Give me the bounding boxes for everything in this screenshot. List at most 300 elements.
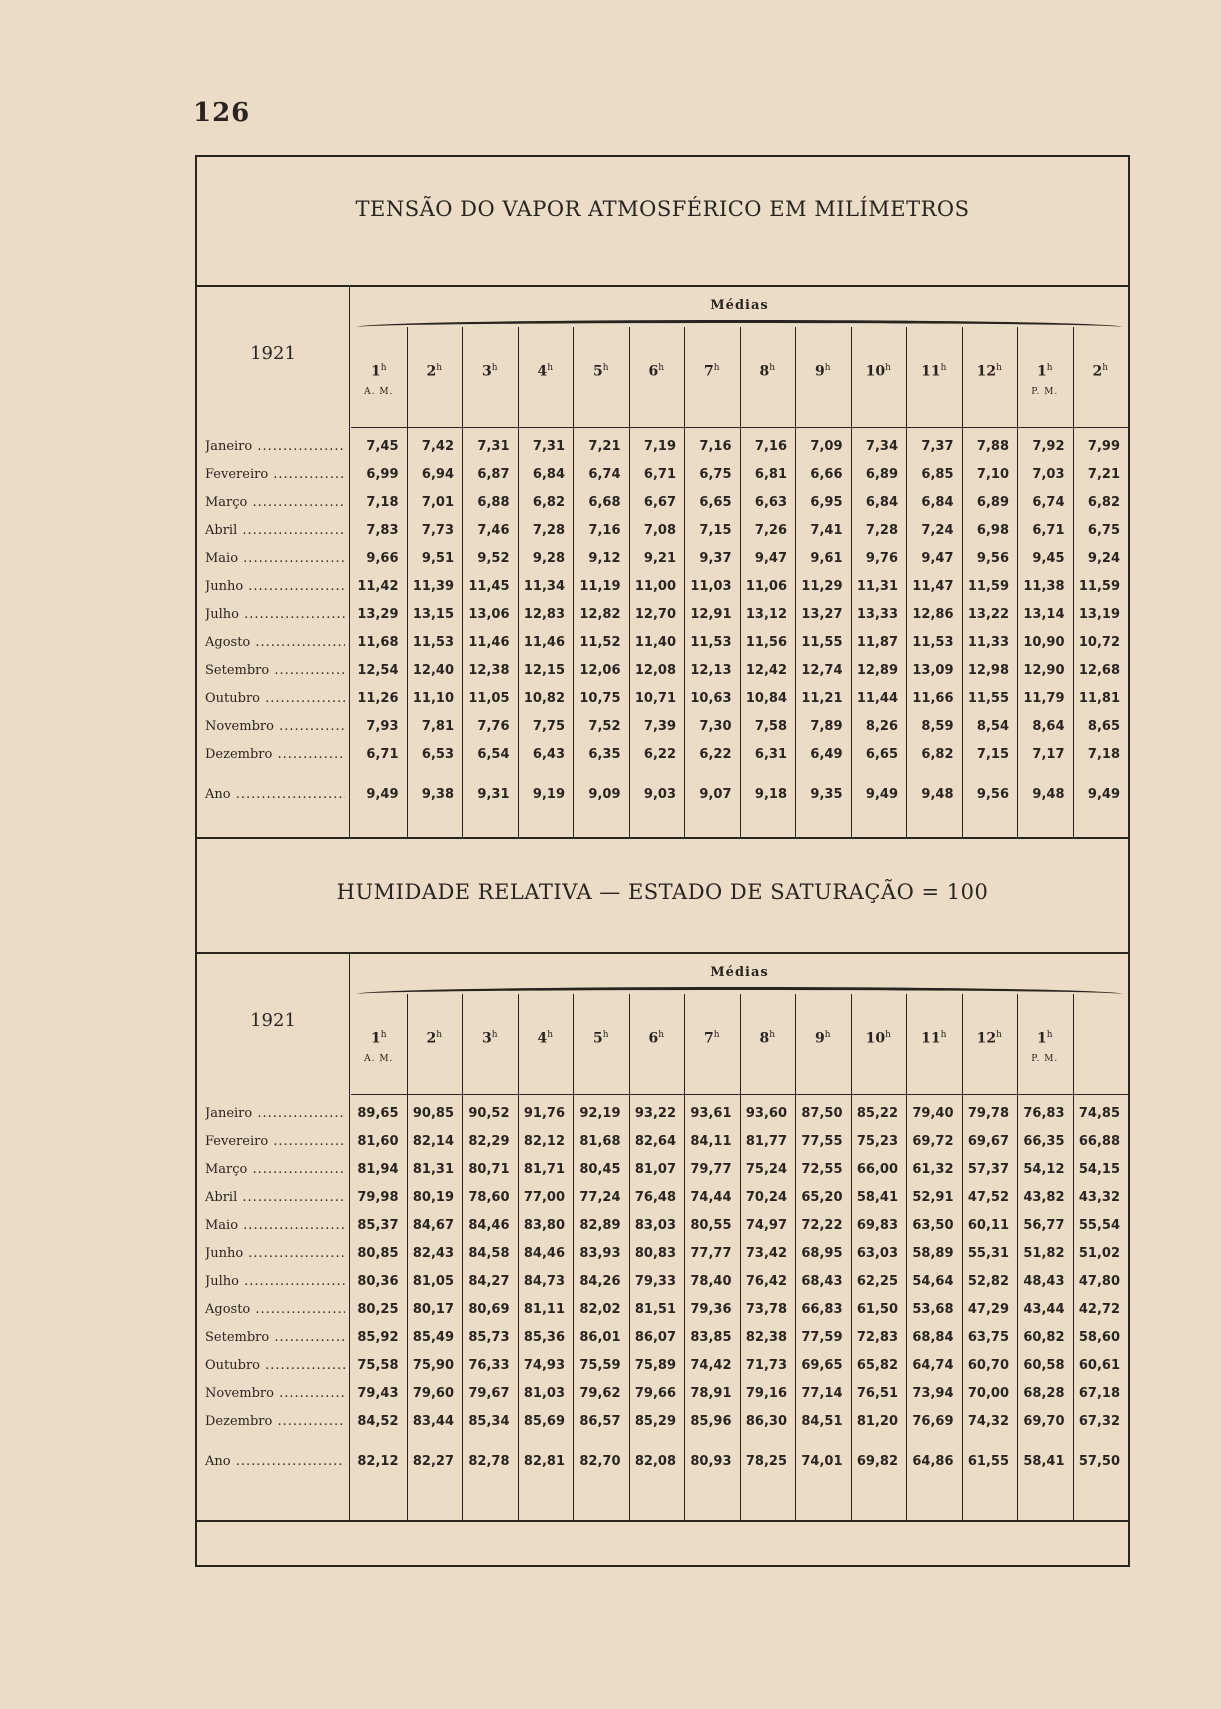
table-cell: 58,60 (1078, 1330, 1120, 1345)
table-cell: 84,52 (357, 1414, 399, 1429)
table-cell: 9,52 (477, 551, 510, 566)
header-rule (351, 1094, 1128, 1095)
table-cell: 9,38 (421, 787, 454, 802)
table-cell: 71,73 (745, 1358, 787, 1373)
table-cell: 81,71 (523, 1162, 565, 1177)
table-cell: 12,68 (1078, 663, 1120, 678)
table-cell: 61,50 (856, 1302, 898, 1317)
table-cell: 6,82 (921, 747, 954, 762)
row-label: Agosto ..... (205, 635, 345, 650)
table-cell: 6,98 (976, 523, 1009, 538)
hour-suffix: h (769, 363, 776, 373)
table-cell: 85,96 (690, 1414, 732, 1429)
hour-suffix: h (491, 1030, 498, 1040)
bottom-rule (197, 1520, 1128, 1522)
table-cell: 58,41 (856, 1190, 898, 1205)
table-cell: 7,09 (810, 439, 843, 454)
table-cell: 69,67 (967, 1134, 1009, 1149)
table-cell: 79,16 (745, 1386, 787, 1401)
table-cell: 6,71 (1032, 523, 1065, 538)
table-cell: 7,99 (1087, 439, 1120, 454)
table-cell: 66,88 (1078, 1134, 1120, 1149)
table-cell: 47,80 (1078, 1274, 1120, 1289)
table-cell: 79,60 (412, 1386, 454, 1401)
table-cell: 11,79 (1023, 691, 1065, 706)
hour-header: 11$^h$ (921, 1030, 947, 1047)
table-cell: 84,46 (523, 1246, 565, 1261)
table-cell: 7,15 (699, 523, 732, 538)
table-cell: 11,00 (634, 579, 676, 594)
hour-suffix: h (380, 363, 387, 373)
table-cell: 11,10 (412, 691, 454, 706)
table-cell: 74,42 (690, 1358, 732, 1373)
table-cell: 7,89 (810, 719, 843, 734)
hour-suffix: h (547, 1030, 554, 1040)
row-label: Julho ..... (205, 607, 345, 622)
year-label: 1921 (250, 343, 296, 364)
table-cell: 11,53 (412, 635, 454, 650)
table-cell: 9,56 (976, 787, 1009, 802)
table-cell: 52,82 (967, 1274, 1009, 1289)
table-cell: 11,31 (856, 579, 898, 594)
table-cell: 63,75 (967, 1330, 1009, 1345)
table-cell: 6,87 (477, 467, 510, 482)
table-cell: 12,13 (690, 663, 732, 678)
table-cell: 82,02 (579, 1302, 621, 1317)
table-cell: 7,45 (366, 439, 399, 454)
table-cell: 82,12 (523, 1134, 565, 1149)
table-cell: 81,03 (523, 1386, 565, 1401)
table-cell: 80,71 (468, 1162, 510, 1177)
table-cell: 7,81 (421, 719, 454, 734)
table-cell: 80,19 (412, 1190, 454, 1205)
table-cell: 7,21 (1087, 467, 1120, 482)
table-cell: 84,58 (468, 1246, 510, 1261)
table-cell: 6,84 (865, 495, 898, 510)
table-cell: 93,61 (690, 1106, 732, 1121)
am-label: A. M. (364, 387, 394, 397)
table-cell: 65,82 (856, 1358, 898, 1373)
table-cell: 12,15 (523, 663, 565, 678)
row-label: Março ..... (205, 495, 345, 510)
hour-header: 5$^h$ (592, 1030, 609, 1047)
table-cell: 68,84 (912, 1330, 954, 1345)
table-cell: 72,55 (801, 1162, 843, 1177)
table-cell: 11,06 (745, 579, 787, 594)
row-label: Abril ..... (205, 523, 345, 538)
table-cell: 12,89 (856, 663, 898, 678)
table-cell: 11,56 (745, 635, 787, 650)
table-cell: 57,37 (967, 1162, 1009, 1177)
table-cell: 74,85 (1078, 1106, 1120, 1121)
year-label: 1921 (250, 1010, 296, 1031)
table-cell: 7,19 (643, 439, 676, 454)
hour-suffix: h (1046, 1030, 1053, 1040)
table-cell: 85,34 (468, 1414, 510, 1429)
hour-header: 1$^h$ (1036, 363, 1053, 380)
table-cell: 12,40 (412, 663, 454, 678)
table-cell: 81,07 (634, 1162, 676, 1177)
table-cell: 7,28 (532, 523, 565, 538)
row-label: Março ..... (205, 1162, 345, 1177)
table-cell: 11,66 (912, 691, 954, 706)
hour-header: 6$^h$ (648, 1030, 665, 1047)
table-cell: 6,22 (699, 747, 732, 762)
table-cell: 12,83 (523, 607, 565, 622)
table-cell: 11,55 (801, 635, 843, 650)
table-cell: 13,19 (1078, 607, 1120, 622)
table-cell: 11,46 (468, 635, 510, 650)
year-column-separator (349, 952, 350, 1520)
table-cell: 85,92 (357, 1330, 399, 1345)
table-cell: 69,70 (1023, 1414, 1065, 1429)
table-cell: 79,78 (967, 1106, 1009, 1121)
table-cell: 6,53 (421, 747, 454, 762)
table-cell: 86,57 (579, 1414, 621, 1429)
table-cell: 6,65 (865, 747, 898, 762)
table-cell: 7,15 (976, 747, 1009, 762)
table-cell: 78,25 (745, 1454, 787, 1469)
hour-header: 2$^h$ (426, 363, 443, 380)
table-cell: 6,54 (477, 747, 510, 762)
table-cell: 56,77 (1023, 1218, 1065, 1233)
table-cell: 7,16 (754, 439, 787, 454)
table-cell: 93,22 (634, 1106, 676, 1121)
table-cell: 76,51 (856, 1386, 898, 1401)
hour-header: 9$^h$ (814, 363, 831, 380)
title-rule (197, 952, 1128, 954)
hour-header: 2$^h$ (426, 1030, 443, 1047)
table-cell: 81,20 (856, 1414, 898, 1429)
table-cell: 11,47 (912, 579, 954, 594)
table-cell: 82,70 (579, 1454, 621, 1469)
table-cell: 66,00 (856, 1162, 898, 1177)
table-cell: 9,48 (921, 787, 954, 802)
table-cell: 80,83 (634, 1246, 676, 1261)
table-cell: 11,59 (967, 579, 1009, 594)
table-cell: 7,83 (366, 523, 399, 538)
table-cell: 74,32 (967, 1414, 1009, 1429)
table-cell: 82,64 (634, 1134, 676, 1149)
table-cell: 7,21 (588, 439, 621, 454)
hour-suffix: h (885, 1030, 891, 1040)
table-cell: 74,44 (690, 1190, 732, 1205)
table-cell: 13,12 (745, 607, 787, 622)
table-cell: 7,16 (588, 523, 621, 538)
hour-header: 1$^h$ (370, 1030, 387, 1047)
table-cell: 12,91 (690, 607, 732, 622)
table-cell: 82,12 (357, 1454, 399, 1469)
table-cell: 82,27 (412, 1454, 454, 1469)
table-cell: 7,28 (865, 523, 898, 538)
table-cell: 13,09 (912, 663, 954, 678)
table-cell: 6,71 (366, 747, 399, 762)
table-cell: 84,73 (523, 1274, 565, 1289)
hour-suffix: h (940, 1030, 947, 1040)
table-cell: 73,78 (745, 1302, 787, 1317)
row-label: Abril ..... (205, 1190, 345, 1205)
hour-header: 3$^h$ (481, 1030, 498, 1047)
table-cell: 9,07 (699, 787, 732, 802)
table-cell: 7,10 (976, 467, 1009, 482)
table-cell: 65,20 (801, 1190, 843, 1205)
table-cell: 77,24 (579, 1190, 621, 1205)
row-label: Ano ..... (205, 787, 345, 802)
table-cell: 69,72 (912, 1134, 954, 1149)
table-cell: 60,58 (1023, 1358, 1065, 1373)
table-cell: 82,14 (412, 1134, 454, 1149)
table-cell: 74,97 (745, 1218, 787, 1233)
table-cell: 12,08 (634, 663, 676, 678)
hour-header: 6$^h$ (648, 363, 665, 380)
table-cell: 7,31 (532, 439, 565, 454)
table-cell: 47,29 (967, 1302, 1009, 1317)
table-cell: 87,50 (801, 1106, 843, 1121)
table-cell: 85,69 (523, 1414, 565, 1429)
row-label: Novembro ..... (205, 1386, 345, 1401)
table-cell: 12,38 (468, 663, 510, 678)
table-cell: 84,27 (468, 1274, 510, 1289)
table-cell: 7,31 (477, 439, 510, 454)
table-cell: 81,94 (357, 1162, 399, 1177)
hour-suffix: h (824, 1030, 831, 1040)
table-cell: 42,72 (1078, 1302, 1120, 1317)
table-cell: 7,18 (366, 495, 399, 510)
table-cell: 6,67 (643, 495, 676, 510)
table-cell: 69,83 (856, 1218, 898, 1233)
row-label: Janeiro ..... (205, 439, 345, 454)
table-cell: 83,85 (690, 1330, 732, 1345)
table-cell: 7,92 (1032, 439, 1065, 454)
hour-header: 8$^h$ (759, 363, 776, 380)
table-cell: 6,68 (588, 495, 621, 510)
table-cell: 11,40 (634, 635, 676, 650)
table-cell: 7,18 (1087, 747, 1120, 762)
table-cell: 43,32 (1078, 1190, 1120, 1205)
row-label: Setembro ..... (205, 663, 345, 678)
table-cell: 82,89 (579, 1218, 621, 1233)
table-cell: 6,94 (421, 467, 454, 482)
hour-suffix: h (658, 363, 665, 373)
table-cell: 79,62 (579, 1386, 621, 1401)
hour-header: 1$^h$ (370, 363, 387, 380)
table-cell: 7,24 (921, 523, 954, 538)
hour-suffix: h (436, 363, 443, 373)
row-label: Outubro ..... (205, 691, 345, 706)
row-label: Janeiro ..... (205, 1106, 345, 1121)
hour-header: 10$^h$ (865, 363, 891, 380)
table-cell: 7,52 (588, 719, 621, 734)
table-cell: 82,38 (745, 1330, 787, 1345)
row-label: Julho ..... (205, 1274, 345, 1289)
row-label: Dezembro ..... (205, 747, 345, 762)
hour-header: 4$^h$ (537, 1030, 554, 1047)
table-cell: 6,65 (699, 495, 732, 510)
table-cell: 6,95 (810, 495, 843, 510)
table-cell: 9,35 (810, 787, 843, 802)
row-label: Junho ..... (205, 1246, 345, 1261)
table-cell: 12,90 (1023, 663, 1065, 678)
table-cell: 8,59 (921, 719, 954, 734)
table-cell: 63,03 (856, 1246, 898, 1261)
table-cell: 6,89 (865, 467, 898, 482)
table-cell: 11,53 (912, 635, 954, 650)
table-cell: 6,81 (754, 467, 787, 482)
table-cell: 80,25 (357, 1302, 399, 1317)
table-cell: 6,84 (532, 467, 565, 482)
hour-header: 12$^h$ (976, 1030, 1002, 1047)
hour-header: 8$^h$ (759, 1030, 776, 1047)
hour-header: 1$^h$ (1036, 1030, 1053, 1047)
hour-header: 10$^h$ (865, 1030, 891, 1047)
hour-suffix: h (602, 363, 609, 373)
row-label: Setembro ..... (205, 1330, 345, 1345)
table-cell: 79,77 (690, 1162, 732, 1177)
table-cell: 81,77 (745, 1134, 787, 1149)
hour-header: 3$^h$ (481, 363, 498, 380)
table-cell: 12,82 (579, 607, 621, 622)
table-title: TENSÃO DO VAPOR ATMOSFÉRICO EM MILÍMETROS (355, 197, 970, 221)
table-cell: 79,33 (634, 1274, 676, 1289)
group-brace (357, 987, 1122, 994)
table-cell: 85,37 (357, 1218, 399, 1233)
table-cell: 75,59 (579, 1358, 621, 1373)
table-cell: 80,17 (412, 1302, 454, 1317)
table-cell: 12,98 (967, 663, 1009, 678)
table-cell: 6,63 (754, 495, 787, 510)
table-cell: 68,95 (801, 1246, 843, 1261)
table-cell: 77,59 (801, 1330, 843, 1345)
hour-suffix: h (713, 363, 720, 373)
hour-suffix: h (996, 1030, 1002, 1040)
tables-frame (195, 155, 1130, 1567)
table-cell: 83,03 (634, 1218, 676, 1233)
table-cell: 64,86 (912, 1454, 954, 1469)
table-cell: 13,22 (967, 607, 1009, 622)
table-cell: 7,37 (921, 439, 954, 454)
table-cell: 70,24 (745, 1190, 787, 1205)
table-cell: 76,33 (468, 1358, 510, 1373)
table-cell: 73,42 (745, 1246, 787, 1261)
table-cell: 51,82 (1023, 1246, 1065, 1261)
table-cell: 6,35 (588, 747, 621, 762)
hour-suffix: h (658, 1030, 665, 1040)
bottom-rule (197, 837, 1128, 839)
table-cell: 11,19 (579, 579, 621, 594)
table-cell: 13,15 (412, 607, 454, 622)
table-cell: 54,12 (1023, 1162, 1065, 1177)
table-cell: 81,68 (579, 1134, 621, 1149)
row-label: Ano ..... (205, 1454, 345, 1469)
table-cell: 7,30 (699, 719, 732, 734)
table-cell: 75,24 (745, 1162, 787, 1177)
hour-suffix: h (1046, 363, 1053, 373)
hour-suffix: h (824, 363, 831, 373)
row-label: Outubro ..... (205, 1358, 345, 1373)
table-cell: 6,22 (643, 747, 676, 762)
table-cell: 54,15 (1078, 1162, 1120, 1177)
table-cell: 82,08 (634, 1454, 676, 1469)
table-cell: 11,59 (1078, 579, 1120, 594)
table-cell: 9,49 (865, 787, 898, 802)
table-cell: 77,77 (690, 1246, 732, 1261)
hour-suffix: h (380, 1030, 387, 1040)
table-cell: 12,74 (801, 663, 843, 678)
table-cell: 75,58 (357, 1358, 399, 1373)
table-cell: 11,03 (690, 579, 732, 594)
table-cell: 11,46 (523, 635, 565, 650)
table-cell: 8,64 (1032, 719, 1065, 734)
table-cell: 7,42 (421, 439, 454, 454)
table-cell: 82,78 (468, 1454, 510, 1469)
table-cell: 78,40 (690, 1274, 732, 1289)
table-cell: 6,74 (1032, 495, 1065, 510)
table-cell: 11,55 (967, 691, 1009, 706)
table-cell: 7,39 (643, 719, 676, 734)
table-cell: 13,14 (1023, 607, 1065, 622)
table-cell: 76,69 (912, 1414, 954, 1429)
table-cell: 81,11 (523, 1302, 565, 1317)
table-cell: 86,30 (745, 1414, 787, 1429)
table-cell: 10,71 (634, 691, 676, 706)
table-cell: 9,31 (477, 787, 510, 802)
pm-label: P. M. (1031, 1054, 1059, 1064)
table-cell: 66,83 (801, 1302, 843, 1317)
table-cell: 11,29 (801, 579, 843, 594)
table-cell: 58,89 (912, 1246, 954, 1261)
table-cell: 12,42 (745, 663, 787, 678)
hour-suffix: h (713, 1030, 720, 1040)
group-label: Médias (710, 965, 769, 980)
table-cell: 74,01 (801, 1454, 843, 1469)
table-cell: 73,94 (912, 1386, 954, 1401)
table-cell: 6,85 (921, 467, 954, 482)
row-label: Maio ..... (205, 1218, 345, 1233)
table-cell: 81,51 (634, 1302, 676, 1317)
pm-label: P. M. (1031, 387, 1059, 397)
table-cell: 76,42 (745, 1274, 787, 1289)
table-cell: 11,21 (801, 691, 843, 706)
table-cell: 77,14 (801, 1386, 843, 1401)
table-cell: 6,99 (366, 467, 399, 482)
table-cell: 6,31 (754, 747, 787, 762)
table-cell: 11,33 (967, 635, 1009, 650)
table-cell: 10,84 (745, 691, 787, 706)
table-cell: 11,44 (856, 691, 898, 706)
hour-suffix: h (996, 363, 1002, 373)
table-cell: 13,33 (856, 607, 898, 622)
group-label: Médias (710, 298, 769, 313)
table-cell: 11,34 (523, 579, 565, 594)
table-cell: 6,82 (1087, 495, 1120, 510)
table-cell: 9,12 (588, 551, 621, 566)
table-cell: 12,86 (912, 607, 954, 622)
table-cell: 9,48 (1032, 787, 1065, 802)
table-cell: 9,18 (754, 787, 787, 802)
row-label: Dezembro ..... (205, 1414, 345, 1429)
table-cell: 58,41 (1023, 1454, 1065, 1469)
hour-suffix: h (491, 363, 498, 373)
hour-suffix: h (602, 1030, 609, 1040)
hour-header: 7$^h$ (703, 1030, 720, 1047)
hour-header: 9$^h$ (814, 1030, 831, 1047)
table-title: HUMIDADE RELATIVA — ESTADO DE SATURAÇÃO = 100 (336, 880, 989, 904)
table-cell: 68,28 (1023, 1386, 1065, 1401)
table-cell: 70,00 (967, 1386, 1009, 1401)
table-cell: 67,32 (1078, 1414, 1120, 1429)
table-cell: 80,85 (357, 1246, 399, 1261)
table-cell: 80,45 (579, 1162, 621, 1177)
